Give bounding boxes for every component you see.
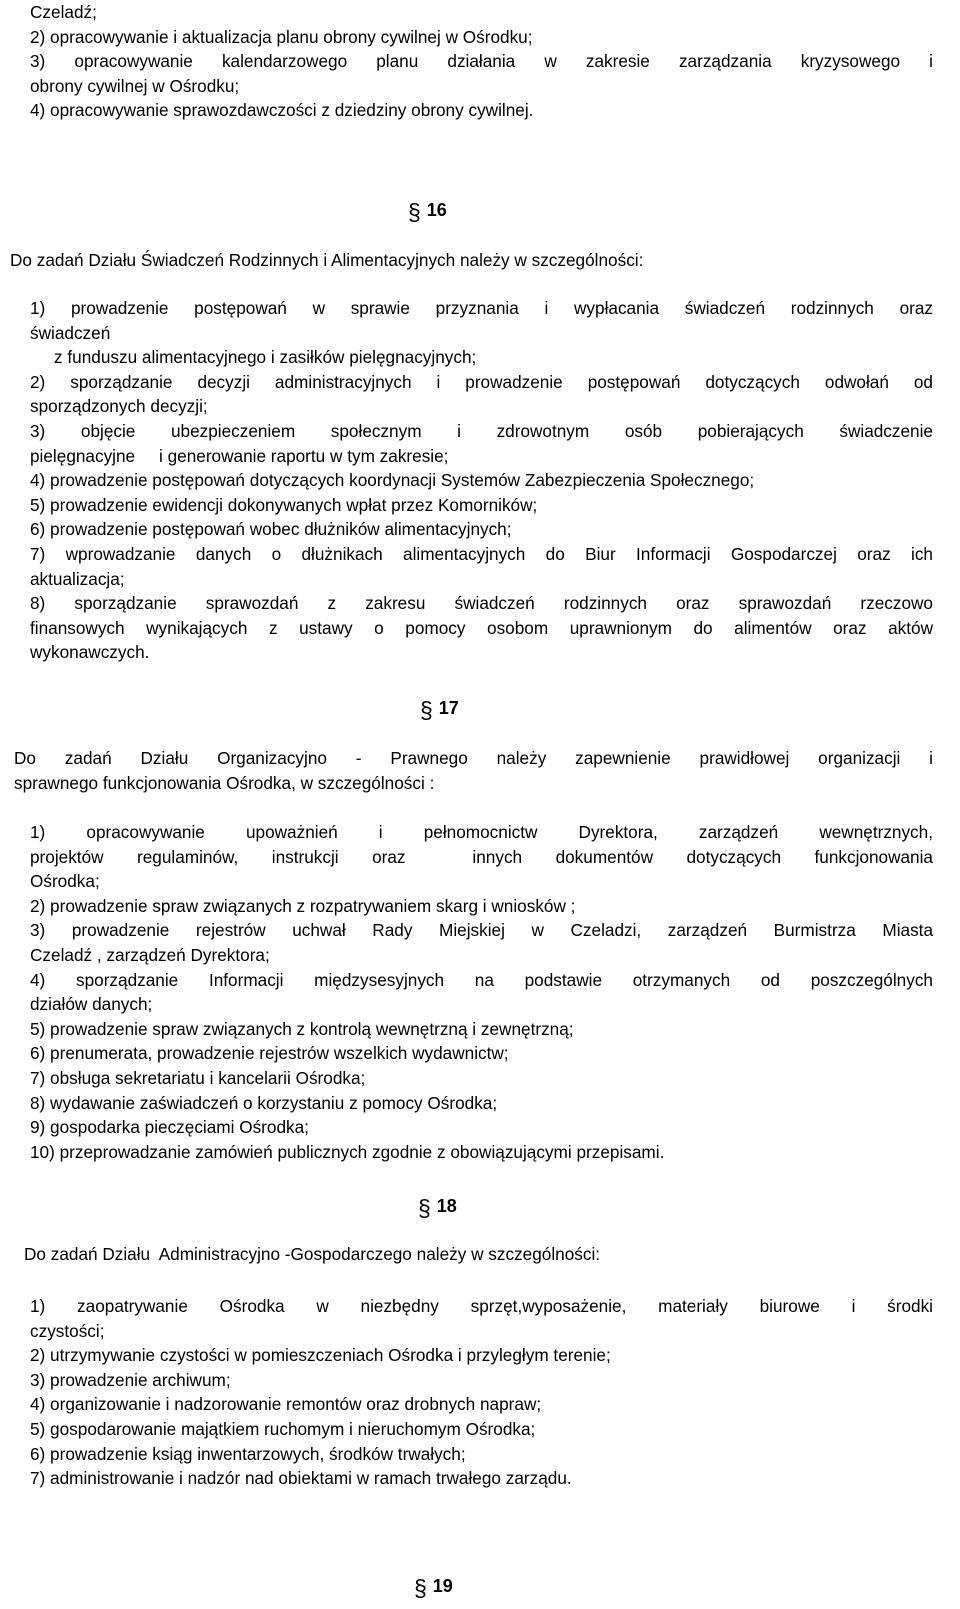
list-item: 10) przeprowadzanie zamówień publicznych zgodnie z obowiązującymi przepisami. [30,1141,665,1162]
list-item: wykonawczych. [30,642,150,663]
intro-line: Do zadań Działu Świadczeń Rodzinnych i Alimentacyjnych należy w szczególności: [10,250,644,270]
list-item: 6) prowadzenie postępowań wobec dłużników alimentacyjnych; [30,519,512,540]
list-item: 3) prowadzenie archiwum; [30,1369,231,1390]
list-item: finansowych wynikających z ustawy o pomocy osobom uprawnionym do alimentów oraz aktów [30,617,933,638]
list-item: 4) prowadzenie postępowań dotyczących koordynacji Systemów Zabezpieczenia Społecznego; [30,470,755,491]
section-number: 16 [426,200,447,220]
text-line: Czeladź; [30,2,97,22]
section-17-intro [14,746,933,795]
list-item: działów danych; [30,994,153,1015]
list-item: Czeladź , zarządzeń Dyrektora; [30,944,270,965]
list-item: 3) objęcie ubezpieczeniem społecznym i zdrowotnym osób pobierających świadczenie [30,420,933,441]
intro-line: Do zadań Działu Organizacyjno - Prawnego należy zapewnienie prawidłowej organizacji i [14,748,933,768]
list-item: 5) prowadzenie spraw związanych z kontrolą wewnętrzną i zewnętrzną; [30,1018,574,1039]
text-line: obrony cywilnej w Ośrodku; [30,75,240,96]
section-17-list [30,820,933,1164]
list-item: 5) prowadzenie ewidencji dokonywanych wpłat przez Komorników; [30,494,538,515]
section-number: 18 [436,1196,457,1216]
list-item: pielęgnacyjne i generowanie raportu w tym zakresie; [30,445,449,466]
list-item: 6) prowadzenie ksiąg inwentarzowych, środków trwałych; [30,1443,466,1464]
top-paragraph [30,0,933,123]
section-16-intro [10,248,933,273]
list-item: 3) prowadzenie rejestrów uchwał Rady Miejskiej w Czeladzi, zarządzeń Burmistrza Miasta [30,920,933,941]
section-heading-18 [418,1192,457,1221]
list-item: Ośrodka; [30,871,100,892]
section-number: 17 [438,698,459,718]
intro-line: Do zadań Działu Administracyjno -Gospodarczego należy w szczególności: [24,1244,601,1264]
list-item: czystości; [30,1320,105,1341]
intro-line: sprawnego funkcjonowania Ośrodka, w szczególności : [14,772,435,793]
list-item: 1) prowadzenie postępowań w sprawie przyznania i wypłacania świadczeń rodzinnych oraz [30,298,933,318]
section-heading-17 [420,694,459,723]
section-16-list [30,296,933,665]
list-item: projektów regulaminów, instrukcji oraz innych dokumentów dotyczących funkcjonowania [30,846,933,867]
section-sign: § [414,1575,427,1601]
list-item: 7) administrowanie i nadzór nad obiektami w ramach trwałego zarządu. [30,1468,572,1489]
list-item: 2) prowadzenie spraw związanych z rozpatrywaniem skarg i wniosków ; [30,895,576,916]
section-number: 19 [432,1576,453,1596]
text-line: 2) opracowywanie i aktualizacja planu obrony cywilnej w Ośrodku; [30,26,533,47]
section-heading-19 [414,1572,453,1601]
list-item: 7) obsługa sekretariatu i kancelarii Ośrodka; [30,1067,366,1088]
list-item: 2) utrzymywanie czystości w pomieszczeniach Ośrodka i przyległym terenie; [30,1345,611,1366]
list-item: aktualizacja; [30,568,125,589]
list-item: 1) opracowywanie upoważnień i pełnomocnictw Dyrektora, zarządzeń wewnętrznych, [30,822,933,842]
list-item: 2) sporządzanie decyzji administracyjnych i prowadzenie postępowań dotyczących odwołań od [30,371,933,392]
list-item: 4) sporządzanie Informacji międzysesyjnych na podstawie otrzymanych od poszczególnych [30,969,933,990]
list-item: 7) wprowadzanie danych o dłużnikach alimentacyjnych do Biur Informacji Gospodarczej oraz ich [30,543,933,564]
section-18-intro [24,1242,933,1267]
list-item: 8) sporządzanie sprawozdań z zakresu świadczeń rodzinnych oraz sprawozdań rzeczowo [30,593,933,614]
list-item: z funduszu alimentacyjnego i zasiłków pielęgnacyjnych; [54,347,477,368]
section-sign: § [420,697,433,723]
list-item: 9) gospodarka pieczęciami Ośrodka; [30,1117,309,1138]
list-item: 8) wydawanie zaświadczeń o korzystaniu z pomocy Ośrodka; [30,1092,498,1113]
list-item: 4) organizowanie i nadzorowanie remontów oraz drobnych napraw; [30,1394,542,1415]
section-18-list [30,1294,933,1491]
text-line: 3) opracowywanie kalendarzowego planu działania w zakresie zarządzania kryzysowego i [30,51,933,72]
section-sign: § [408,199,421,225]
list-item: 6) prenumerata, prowadzenie rejestrów wszelkich wydawnictw; [30,1043,509,1064]
list-item: 5) gospodarowanie majątkiem ruchomym i nieruchomym Ośrodka; [30,1418,536,1439]
list-item: 1) zaopatrywanie Ośrodka w niezbędny sprzęt,wyposażenie, materiały biurowe i środki [30,1296,933,1316]
list-item: sporządzonych decyzji; [30,396,208,417]
section-heading-16 [408,196,447,225]
text-line: 4) opracowywanie sprawozdawczości z dziedziny obrony cywilnej. [30,100,534,121]
list-item: świadczeń [30,322,111,343]
section-sign: § [418,1195,431,1221]
